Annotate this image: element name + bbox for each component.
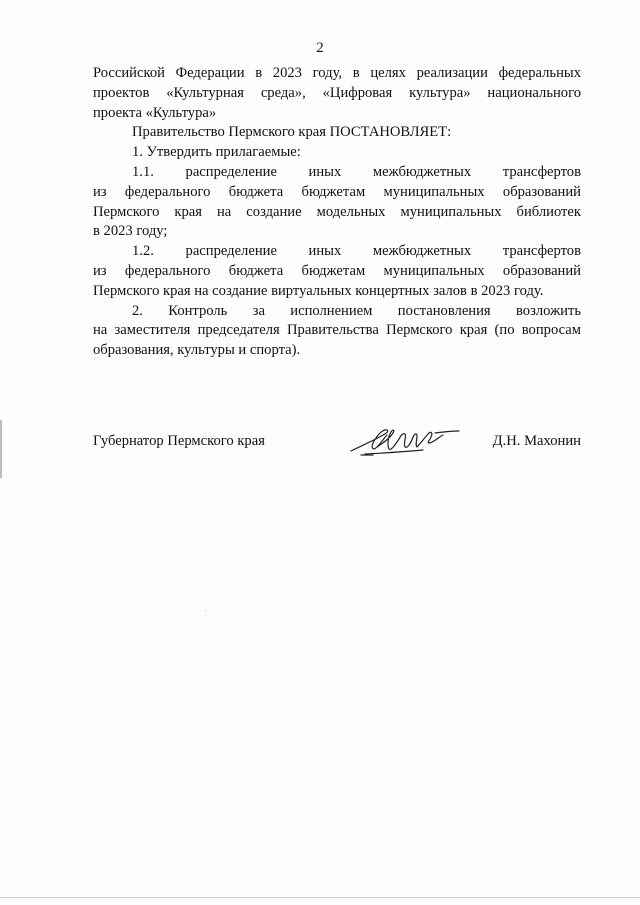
- document-body: [93, 64, 581, 361]
- intro-line-2: проектов «Культурная среда», «Цифровая культура» национального: [93, 84, 581, 101]
- intro-line-3: проекта «Культура»: [93, 104, 217, 121]
- resolution-statement: Правительство Пермского края ПОСТАНОВЛЯЕТ:: [132, 124, 452, 141]
- intro-line-1: Российской Федерации в 2023 году, в целях реализации федеральных: [93, 65, 581, 81]
- item-1-2-line-3: Пермского края на создание виртуальных концертных залов в 2023 году.: [93, 282, 544, 299]
- handwritten-signature: [343, 421, 463, 461]
- scan-bottom-edge: [0, 897, 640, 898]
- item-2-line-1: 2. Контроль за исполнением постановления возложить: [132, 302, 581, 319]
- item-1: 1. Утвердить прилагаемые:: [132, 144, 301, 161]
- scan-edge-mark: [0, 420, 2, 478]
- page-number: 2: [316, 40, 324, 56]
- item-1-2-line-1: 1.2. распределение иных межбюджетных трансфертов: [132, 243, 581, 260]
- item-1-1-line-3: Пермского края на создание модельных муниципальных библиотек: [93, 203, 581, 220]
- signature-block: [93, 429, 581, 469]
- scan-speck: [205, 610, 206, 611]
- item-2-line-3: образования, культуры и спорта).: [93, 342, 301, 359]
- signatory-position: Губернатор Пермского края: [93, 433, 265, 449]
- item-1-2-line-2: из федерального бюджета бюджетам муниципальных образований: [93, 262, 581, 279]
- item-1-1-line-1: 1.1. распределение иных межбюджетных трансфертов: [132, 163, 581, 180]
- item-2-line-2: на заместителя председателя Правительства Пермского края (по вопросам: [93, 322, 581, 339]
- item-1-1-line-4: в 2023 году;: [93, 223, 168, 240]
- item-1-1-line-2: из федерального бюджета бюджетам муниципальных образований: [93, 183, 581, 200]
- signatory-name: Д.Н. Махонин: [492, 433, 581, 449]
